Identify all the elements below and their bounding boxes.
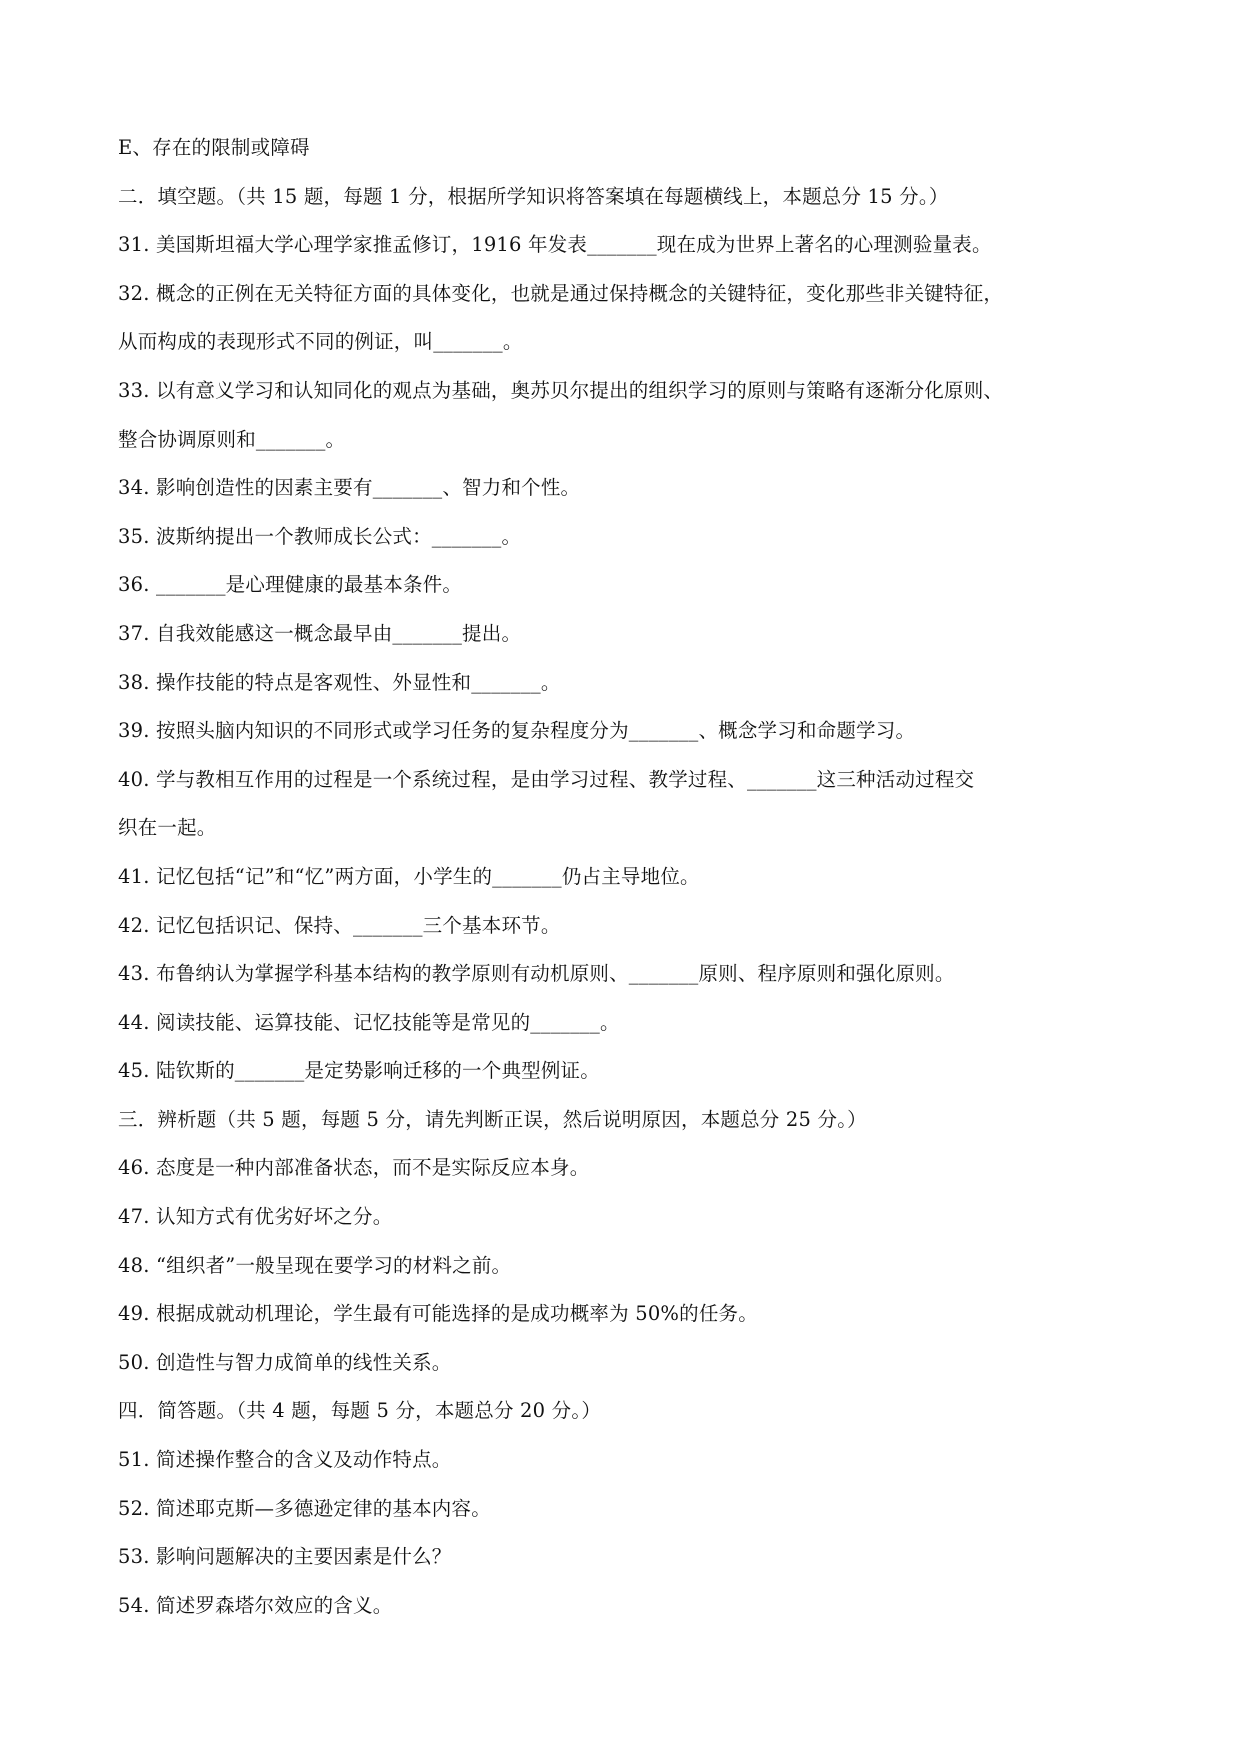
question-33-line-1: 33. 以有意义学习和认知同化的观点为基础，奥苏贝尔提出的组织学习的原则与策略有逐渐分化原则、: [118, 378, 1004, 402]
question-37: 37. 自我效能感这一概念最早由_______提出。: [118, 621, 522, 645]
section-2-heading: 二．填空题。（共 15 题，每题 1 分，根据所学知识将答案填在每题横线上，本题总分 15 分。）: [118, 184, 949, 208]
question-34: 34. 影响创造性的因素主要有_______、智力和个性。: [118, 476, 581, 500]
question-47: 47. 认知方式有优劣好坏之分。: [118, 1205, 393, 1229]
section-3-heading: 三．辨析题（共 5 题，每题 5 分，请先判断正误，然后说明原因，本题总分 25 分。）: [118, 1107, 867, 1131]
question-52: 52. 简述耶克斯—多德逊定律的基本内容。: [118, 1496, 491, 1520]
question-32-line-1: 32. 概念的正例在无关特征方面的具体变化，也就是通过保持概念的关键特征，变化那些非关键特征，: [118, 281, 1004, 305]
question-46: 46. 态度是一种内部准备状态，而不是实际反应本身。: [118, 1156, 590, 1180]
section-4-heading: 四．简答题。（共 4 题，每题 5 分，本题总分 20 分。）: [118, 1399, 602, 1423]
question-36: 36. _______是心理健康的最基本条件。: [118, 573, 463, 597]
question-39: 39. 按照头脑内知识的不同形式或学习任务的复杂程度分为_______、概念学习和命题学习。: [118, 719, 916, 743]
document-page: [118, 124, 1128, 1630]
question-48: 48. “组织者”一般呈现在要学习的材料之前。: [118, 1253, 512, 1277]
question-42: 42. 记忆包括识记、保持、_______三个基本环节。: [118, 913, 561, 937]
question-43: 43. 布鲁纳认为掌握学科基本结构的教学原则有动机原则、_______原则、程序原则和强化原则。: [118, 962, 955, 986]
question-44: 44. 阅读技能、运算技能、记忆技能等是常见的_______。: [118, 1010, 620, 1034]
question-49: 49. 根据成就动机理论，学生最有可能选择的是成功概率为 50%的任务。: [118, 1302, 758, 1326]
question-33-line-2: 整合协调原则和_______。: [118, 427, 346, 451]
question-50: 50. 创造性与智力成简单的线性关系。: [118, 1350, 452, 1374]
question-54: 54. 简述罗森塔尔效应的含义。: [118, 1593, 393, 1617]
option-e-line: E、存在的限制或障碍: [118, 136, 310, 159]
question-40-line-2: 织在一起。: [118, 816, 217, 840]
question-32-line-2: 从而构成的表现形式不同的例证，叫_______。: [118, 330, 523, 354]
question-40-line-1: 40. 学与教相互作用的过程是一个系统过程，是由学习过程、教学过程、_______这三种活动过程交: [118, 767, 975, 791]
question-45: 45. 陆钦斯的_______是定势影响迁移的一个典型例证。: [118, 1059, 600, 1083]
question-53: 53. 影响问题解决的主要因素是什么？: [118, 1545, 452, 1569]
question-38: 38. 操作技能的特点是客观性、外显性和_______。: [118, 670, 561, 694]
question-35: 35. 波斯纳提出一个教师成长公式：_______。: [118, 524, 522, 548]
question-41: 41. 记忆包括“记”和“忆”两方面，小学生的_______仍占主导地位。: [118, 864, 700, 888]
question-51: 51. 简述操作整合的含义及动作特点。: [118, 1448, 452, 1472]
question-31: 31. 美国斯坦福大学心理学家推孟修订，1916 年发表_______现在成为世界上著名的心理测验量表。: [118, 233, 992, 257]
